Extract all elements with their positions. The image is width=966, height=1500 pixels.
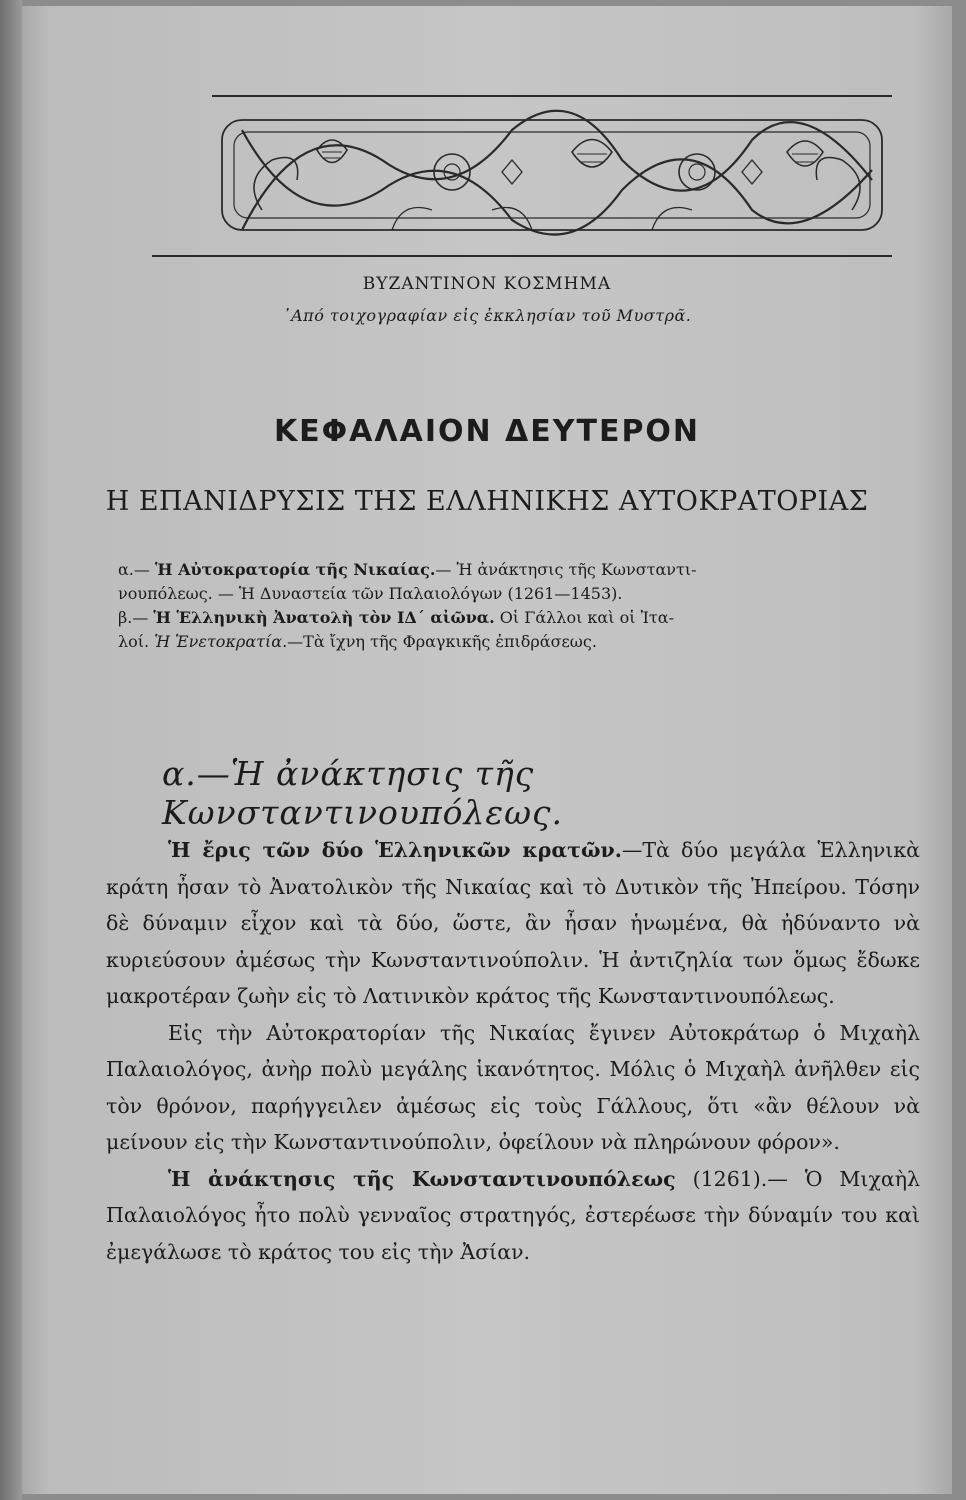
book-page	[22, 6, 952, 1494]
paragraph-3	[106, 1161, 920, 1271]
summary-text-a-2: νουπόλεως. — Ἡ Δυναστεία τῶν Παλαιολόγων (1261—1453).	[118, 584, 623, 603]
paragraph-2	[106, 1015, 920, 1161]
summary-italic-b: Ἡ Ἑνετοκρατία	[154, 632, 283, 651]
paragraph-1-text: —Τὰ δύο μεγάλα Ἑλληνικὰ κράτη ἦσαν τὸ Ἀνατολικὸν τῆς Νικαίας καὶ τὸ Δυτικὸν τῆς Ἠπείρου. Τόσην δὲ δύναμιν εἶχον καὶ τὰ δύο, ὥστε, ἂν ἦσαν ἡνωμένα, θὰ ἠδύναντο νὰ κυριεύσουν ἀμέσως τὴν Κωνσταντινούπολιν. Ἡ ἀντιζηλία των ὅμως ἔδωκε μακροτέραν ζωὴν εἰς τὸ Λατινικὸν κράτος τῆς Κωνσταντινουπόλεως.	[106, 838, 921, 1008]
summary-heading-a: Ἡ Αὐτοκρατορία τῆς Νικαίας.	[154, 560, 436, 579]
summary-heading-b: Ἡ Ἑλληνικὴ Ἀνατολὴ τὸν ΙΔ΄ αἰῶνα.	[153, 608, 495, 627]
paragraph-3-date: (1261).—	[675, 1166, 788, 1191]
summary-text-b-3: .—Τὰ ἴχνη τῆς Φραγκικῆς ἐπιδράσεως.	[282, 632, 597, 651]
body-text	[106, 832, 920, 1270]
summary-item-b	[118, 606, 918, 654]
paragraph-1-heading: Ἡ ἔρις τῶν δύο Ἑλληνικῶν κρατῶν.	[168, 838, 622, 862]
paragraph-3-text: Ὁ Μιχαὴλ Παλαιολόγος ἦτο πολὺ γενναῖος στρατηγός, ἐστερέωσε τὴν δύναμίν του καὶ ἐμεγάλωσε τὸ κράτος του εἰς τὴν Ἀσίαν.	[106, 1166, 921, 1264]
ornament-caption-source: ᾿Από τοιχογραφίαν εἰς ἐκκλησίαν τοῦ Μυστρᾶ.	[282, 306, 692, 325]
ornament-caption-title: ΒΥΖΑΝΤΙΝΟΝ ΚΟΣΜΗΜΑ	[362, 274, 612, 294]
summary-text-b-1: Οἱ Γάλλοι καὶ οἱ Ἰτα-	[494, 608, 674, 627]
summary-marker-b: β.—	[118, 608, 154, 627]
paragraph-1	[106, 832, 920, 1015]
paragraph-2-text: Εἰς τὴν Αὐτοκρατορίαν τῆς Νικαίας ἔγινεν Αὐτοκράτωρ ὁ Μιχαὴλ Παλαιολόγος, ἀνὴρ πολὺ μεγάλης ἱκανότητος. Μόλις ὁ Μιχαὴλ ἀνῆλθεν εἰς τὸν θρόνον, παρήγγειλεν ἀμέσως εἰς τοὺς Γάλλους, ὅτι «ἂν θέλουν νὰ μείνουν εἰς τὴν Κωνσταντινούπολιν, ὀφείλουν νὰ πληρώνουν φόρον».	[106, 1020, 920, 1154]
summary-marker-a: α.—	[118, 560, 155, 579]
chapter-subtitle: Η ΕΠΑΝΙΔΡΥΣΙΣ ΤΗΣ ΕΛΛΗΝΙΚΗΣ ΑΥΤΟΚΡΑΤΟΡΙΑΣ	[105, 486, 869, 517]
chapter-heading: ΚΕΦΑΛΑΙΟΝ ΔΕΥΤΕΡΟΝ	[273, 414, 701, 449]
summary-item-a	[118, 558, 918, 606]
summary-text-b-2: λοί.	[118, 632, 155, 651]
book-binding-edge	[0, 0, 22, 1500]
section-title: α.—Ἡ ἀνάκτησις τῆς Κωνσταντινουπόλεως.	[162, 754, 563, 832]
byzantine-ornament-illustration	[152, 90, 892, 270]
summary-text-a-1: — Ἡ ἀνάκτησις τῆς Κωνσταντι-	[435, 560, 697, 579]
chapter-summary	[118, 558, 918, 654]
paragraph-3-heading: Ἡ ἀνάκτησις τῆς Κωνσταντινουπόλεως	[168, 1166, 676, 1191]
